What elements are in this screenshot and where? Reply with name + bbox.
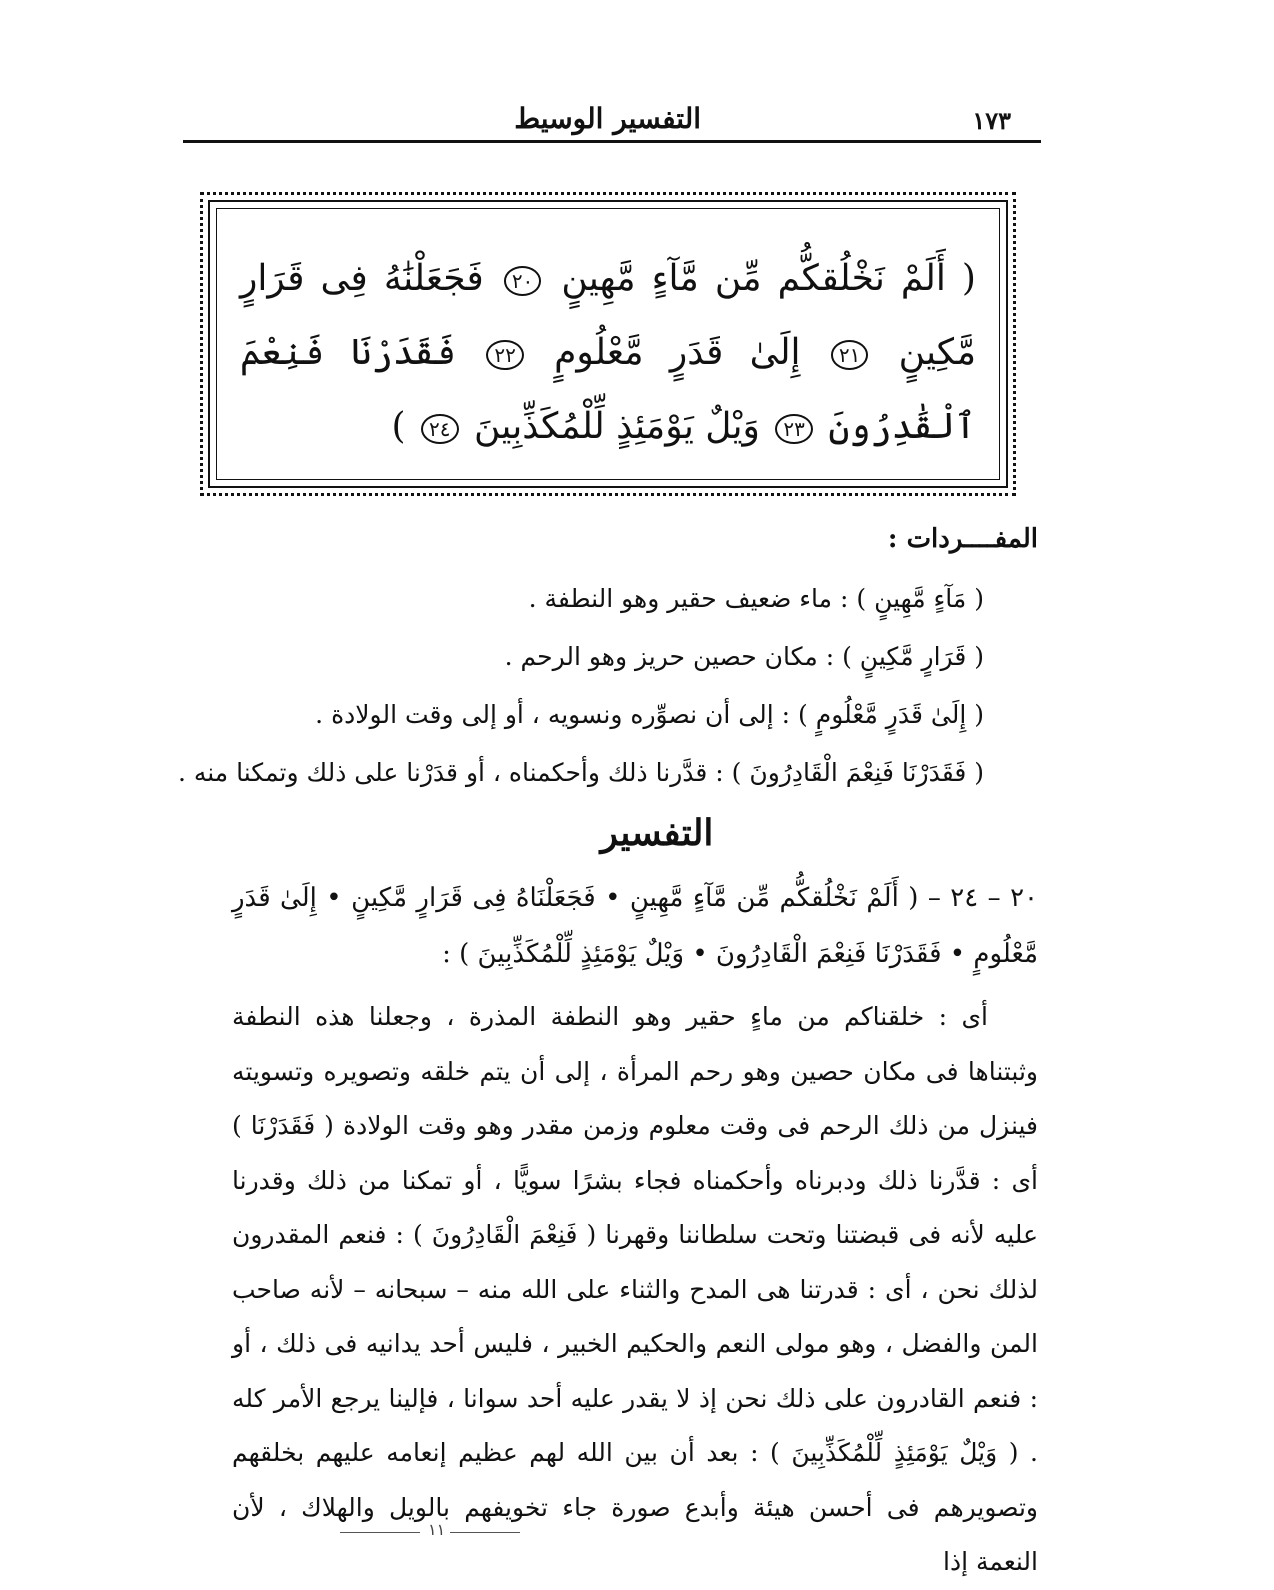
glossary-heading: المفــــردات : — [887, 524, 1038, 554]
glossary-definition: : ماء ضعيف حقير وهو النطفة . — [528, 584, 849, 613]
verse-segment: فَقَدَرْنَا فَنِعْمَ ٱلْقَٰدِرُونَ — [240, 332, 976, 447]
glossary-item — [244, 570, 984, 628]
ayah-number: ٢١ — [831, 340, 868, 370]
glossary-term: ( إِلَىٰ قَدَرٍ مَّعْلُومٍ ) — [798, 700, 984, 729]
glossary-definition: : قدَّرنا ذلك وأحكمناه ، أو قدَرْنا على ذلك وتمكنا منه . — [177, 758, 724, 787]
tafsir-title: التفسير — [600, 812, 714, 854]
verse-segment: فَجَعَلْنَٰهُ فِى قَرَارٍ مَّكِينٍ — [240, 258, 977, 373]
ayah-number: ٢٤ — [421, 414, 458, 444]
footer-line — [450, 1532, 520, 1533]
glossary-term: ( قَرَارٍ مَّكِينٍ ) — [842, 642, 984, 671]
verse-segment: ( أَلَمْ نَخْلُقكُّم مِّن مَّآءٍ مَّهِينٍ — [561, 258, 976, 299]
footer-line — [340, 1532, 420, 1533]
quran-verses — [240, 242, 976, 464]
verse-segment: وَيْلٌ يَوْمَئِذٍ — [616, 406, 760, 447]
ayah-number: ٢٢ — [486, 340, 523, 370]
header-rule — [183, 140, 1041, 143]
glossary-definition: : إلى أن نصوِّره ونسويه ، أو إلى وقت الولادة . — [315, 700, 791, 729]
verse-frame — [208, 200, 1008, 488]
book-title: التفسير الوسيط — [514, 102, 701, 135]
glossary-term: ( مَآءٍ مَّهِينٍ ) — [856, 584, 984, 613]
glossary-item — [244, 628, 984, 686]
verse-segment: إِلَىٰ قَدَرٍ مَّعْلُومٍ — [554, 332, 801, 373]
glossary-list — [177, 570, 984, 802]
glossary-term: ( فَقَدَرْنَا فَنِعْمَ الْقَادِرُونَ ) — [731, 758, 984, 787]
footer-number: ١١ — [428, 1520, 446, 1539]
ayah-number: ٢٠ — [504, 266, 541, 296]
glossary-item — [177, 744, 984, 802]
glossary-item — [244, 686, 984, 744]
footer-signature-mark — [340, 1522, 520, 1542]
glossary-definition: : مكان حصين حريز وهو الرحم . — [504, 642, 835, 671]
running-header — [183, 100, 1041, 140]
verse-citation: ٢٠ – ٢٤ – ( أَلَمْ نَخْلُقكُّم مِّن مَّآءٍ مَّهِينٍ • فَجَعَلْنَاهُ فِى قَرَارٍ مَّكِينٍ • إِلَىٰ قَدَرٍ مَّعْلُومٍ • فَقَدَرْنَا فَنِعْمَ الْقَادِرُونَ • وَيْلٌ يَوْمَئِذٍ لِّلْمُكَذِّبِينَ ) : — [232, 883, 1038, 969]
page-number: ١٧٣ — [972, 106, 1011, 135]
verse-close-paren: ) — [391, 406, 406, 447]
tafsir-heading — [0, 812, 1274, 854]
verse-segment: لِّلْمُكَذِّبِينَ — [473, 406, 605, 447]
ayah-number: ٢٣ — [775, 414, 812, 444]
tafsir-body: أى : خلقناكم من ماءٍ حقير وهو النطفة المذرة ، وجعلنا هذه النطفة وثبتناها فى مكان حصين وهو رحم المرأة ، إلى أن يتم خلقه وتصويره وتسويته فينزل من ذلك الرحم فى وقت معلوم وزمن مقدر وهو وقت الولادة ( فَقَدَرْنَا ) أى : قدَّرنا ذلك ودبرناه وأحكمناه فجاء بشرًا سويًّا ، أو تمكنا من ذلك وقدرنا عليه لأنه فى قبضتنا وتحت سلطاننا وقهرنا ( فَنِعْمَ الْقَادِرُونَ ) : فنعم المقدرون لذلك نحن ، أى : قدرتنا هى المدح والثناء على الله منه – سبحانه – لأنه صاحب المن والفضل ، وهو مولى النعم والحكيم الخبير ، فليس أحد يدانيه فى ذلك ، أو : فنعم القادرون على ذلك نحن إذ لا يقدر عليه أحد سوانا ، فإلينا يرجع الأمر كله . ( وَيْلٌ يَوْمَئِذٍ لِّلْمُكَذِّبِينَ ) : بعد أن بين الله لهم عظيم إنعامه عليهم بخلقهم وتصويرهم فى أحسن هيئة وأبدع صورة جاء تخويفهم بالويل والهلاك ، لأن النعمة إذا — [232, 1002, 1038, 1576]
